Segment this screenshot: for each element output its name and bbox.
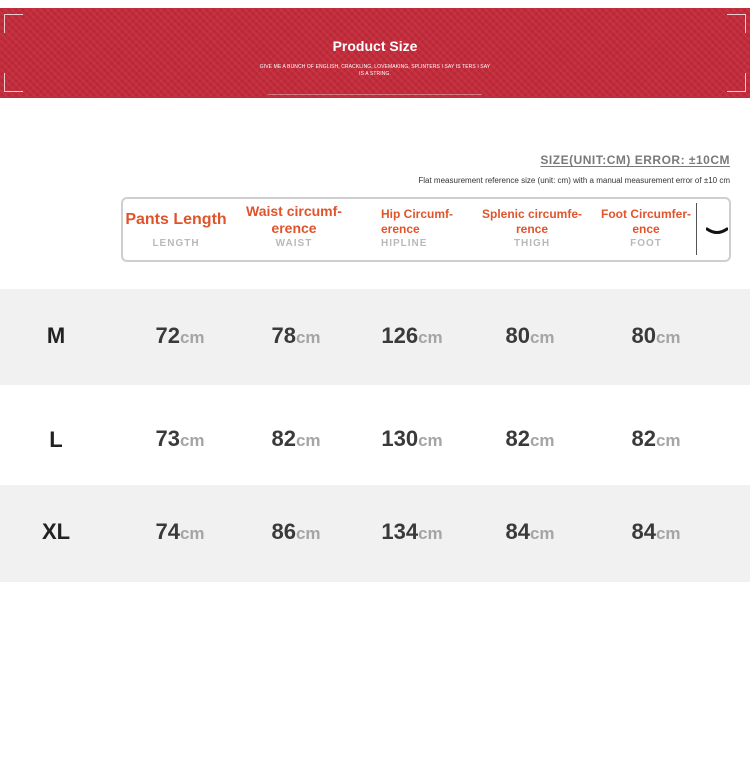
- length-value: 74cm: [155, 519, 205, 544]
- foot-value: 80cm: [631, 323, 681, 348]
- header-title: [593, 207, 699, 237]
- waist-value: 86cm: [271, 519, 321, 544]
- hip-value: 130cm: [381, 426, 443, 451]
- header-title-line: Hip Circumf-: [381, 207, 453, 221]
- hip-value: 126cm: [381, 323, 443, 348]
- foot-value: 84cm: [631, 519, 681, 544]
- length-value: 72cm: [155, 323, 205, 348]
- title-banner: [0, 8, 750, 98]
- header-pants-length: [123, 199, 229, 260]
- header-title-line: Foot Circumfer-: [601, 207, 691, 221]
- size-label: L: [49, 427, 63, 452]
- corner-decoration: [4, 14, 23, 33]
- measurement-note: Flat measurement reference size (unit: cm) with a manual measurement error of ±10 cm: [418, 176, 730, 185]
- corner-decoration: [727, 73, 746, 92]
- waist-value: 78cm: [271, 323, 321, 348]
- banner-title: Product Size: [332, 38, 418, 54]
- corner-decoration: [727, 14, 746, 33]
- table-row: [0, 385, 750, 485]
- header-foot: [593, 199, 699, 260]
- size-unit-heading: SIZE(UNIT:CM) ERROR: ±10CM: [540, 153, 730, 167]
- corner-decoration: [4, 73, 23, 92]
- header-title-line: ence: [632, 222, 660, 236]
- size-label: XL: [41, 519, 71, 544]
- waist-value: 82cm: [271, 426, 321, 451]
- header-english: THIGH: [513, 238, 551, 249]
- header-title: [381, 207, 479, 237]
- length-value: 73cm: [155, 426, 205, 451]
- header-title: [473, 207, 591, 237]
- header-title-line: Waist circumf-: [246, 203, 342, 219]
- header-waist: [233, 199, 355, 260]
- header-title-line: rence: [515, 222, 549, 236]
- header-title-line: Splenic circumfe-: [481, 207, 583, 221]
- size-label: M: [46, 323, 66, 348]
- foot-value: 82cm: [631, 426, 681, 451]
- header-english: FOOT: [630, 238, 662, 249]
- thigh-value: 82cm: [505, 426, 555, 451]
- header-thigh: [473, 199, 591, 260]
- hip-value: 134cm: [381, 519, 443, 544]
- header-english: LENGTH: [152, 238, 200, 249]
- header-title-line: erence: [381, 222, 420, 236]
- header-divider: [696, 203, 697, 255]
- thigh-value: 80cm: [505, 323, 555, 348]
- header-english: WAIST: [275, 238, 313, 249]
- header-title: [233, 203, 355, 237]
- header-title: Pants Length: [125, 211, 227, 228]
- table-header: [121, 197, 731, 262]
- table-row: [0, 485, 750, 582]
- header-title-line: erence: [271, 220, 317, 236]
- banner-subtitle: GIVE ME A BUNCH OF ENGLISH, CRACKLING, LOVEMAKING, SPLINTERS I SAY IS TERS I SAY IS A STRING.: [259, 64, 491, 77]
- banner-divider: [268, 94, 482, 95]
- header-hip: [361, 199, 479, 260]
- header-english: HIPLINE: [381, 238, 428, 249]
- thigh-value: 84cm: [505, 519, 555, 544]
- table-row: [0, 289, 750, 385]
